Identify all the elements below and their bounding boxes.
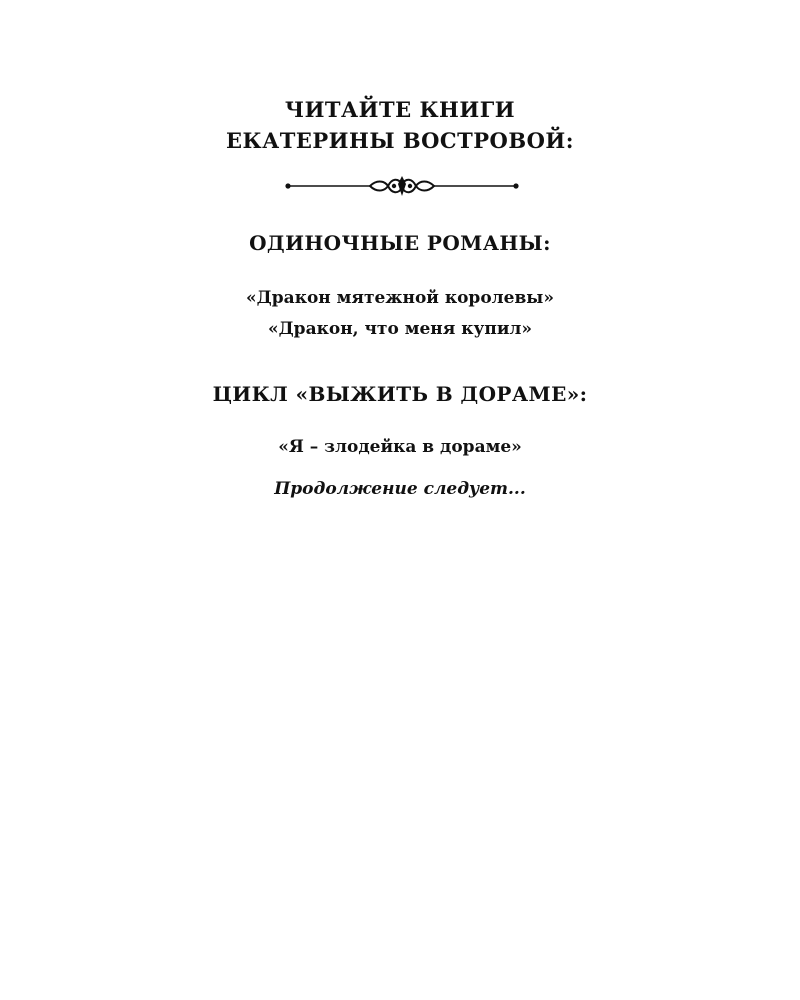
ornament-divider-icon	[284, 174, 520, 198]
single-novels-list	[0, 283, 800, 345]
page-title	[0, 94, 800, 156]
page-title-line-1: ЧИТАЙТЕ КНИГИ	[284, 97, 516, 122]
list-item: «Дракон мятежной королевы»	[246, 288, 554, 308]
to-be-continued-note: Продолжение следует...	[274, 479, 526, 499]
list-item: «Дракон, что меня купил»	[267, 319, 533, 339]
page-title-line-2: ЕКАТЕРИНЫ ВОСТРОВОЙ:	[226, 128, 574, 153]
series-books-list	[0, 432, 800, 463]
section-heading-series: ЦИКЛ «ВЫЖИТЬ В ДОРАМЕ»:	[212, 382, 588, 406]
section-heading-single-novels: ОДИНОЧНЫЕ РОМАНЫ:	[249, 231, 551, 255]
list-item: «Я – злодейка в дораме»	[278, 437, 522, 457]
